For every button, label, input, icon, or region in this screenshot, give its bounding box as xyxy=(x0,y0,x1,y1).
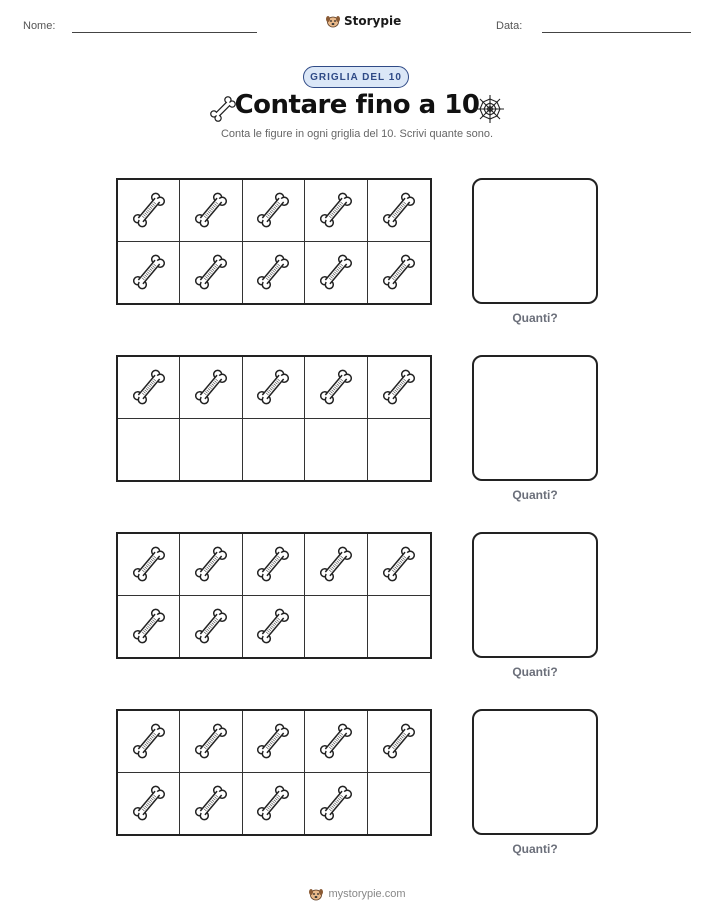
bone-icon xyxy=(127,542,171,586)
bone-icon xyxy=(377,250,421,294)
frame-cell xyxy=(180,773,242,835)
bone-icon xyxy=(189,719,233,763)
bone-icon xyxy=(127,781,171,825)
frame-cell xyxy=(305,419,367,481)
frame-cell xyxy=(118,242,180,304)
bone-icon xyxy=(314,250,358,294)
frame-cell xyxy=(118,534,180,596)
bone-icon xyxy=(314,781,358,825)
frame-cell xyxy=(368,773,430,835)
frame-cell xyxy=(180,711,242,773)
frame-cell xyxy=(180,534,242,596)
frame-cell xyxy=(368,357,430,419)
frame-cell xyxy=(243,773,305,835)
frame-cell xyxy=(243,419,305,481)
frame-cell xyxy=(368,419,430,481)
bone-icon xyxy=(127,188,171,232)
frame-cell xyxy=(180,419,242,481)
bone-icon xyxy=(377,365,421,409)
spiderweb-icon xyxy=(473,92,507,126)
frame-cell xyxy=(368,242,430,304)
answer-label: Quanti? xyxy=(512,665,558,679)
bone-icon xyxy=(251,542,295,586)
bone-icon xyxy=(251,781,295,825)
bone-icon xyxy=(314,365,358,409)
bone-icon xyxy=(189,250,233,294)
dog-mascot-icon xyxy=(308,886,324,902)
bone-icon xyxy=(189,542,233,586)
brand-logo xyxy=(325,13,401,29)
frame-cell xyxy=(305,773,367,835)
frame-cell xyxy=(118,180,180,242)
bone-icon xyxy=(189,781,233,825)
frame-cell xyxy=(118,711,180,773)
answer-box-3[interactable] xyxy=(472,532,598,658)
answer-label: Quanti? xyxy=(512,842,558,856)
bone-icon xyxy=(127,250,171,294)
title-row xyxy=(0,90,714,126)
date-label: Data: xyxy=(496,20,523,32)
frame-cell xyxy=(368,711,430,773)
bone-icon xyxy=(189,365,233,409)
frame-cell xyxy=(243,180,305,242)
ten-frame-2 xyxy=(116,355,432,482)
bone-icon xyxy=(251,604,295,648)
frame-cell xyxy=(118,357,180,419)
name-line xyxy=(72,32,257,33)
answer-box-1[interactable] xyxy=(472,178,598,304)
frame-cell xyxy=(305,711,367,773)
ten-frame-4 xyxy=(116,709,432,836)
frame-cell xyxy=(305,596,367,658)
frame-cell xyxy=(368,180,430,242)
frame-cell xyxy=(180,180,242,242)
bone-icon xyxy=(251,250,295,294)
frame-cell xyxy=(368,596,430,658)
bone-icon xyxy=(377,188,421,232)
bone-icon xyxy=(377,542,421,586)
frame-cell xyxy=(368,534,430,596)
name-label: Nome: xyxy=(23,20,56,32)
bone-icon xyxy=(377,719,421,763)
frame-cell xyxy=(180,596,242,658)
ten-frame-3 xyxy=(116,532,432,659)
bone-icon xyxy=(189,188,233,232)
bone-icon xyxy=(127,719,171,763)
frame-cell xyxy=(118,773,180,835)
bone-icon xyxy=(251,188,295,232)
frame-cell xyxy=(243,711,305,773)
bone-icon xyxy=(314,542,358,586)
bone-icon xyxy=(314,188,358,232)
bone-icon xyxy=(314,719,358,763)
frame-cell xyxy=(243,596,305,658)
frame-cell xyxy=(305,242,367,304)
dog-mascot-icon xyxy=(325,13,341,29)
bone-icon xyxy=(127,604,171,648)
frame-cell xyxy=(243,534,305,596)
answer-box-2[interactable] xyxy=(472,355,598,481)
instructions: Conta le figure in ogni griglia del 10. Scrivi quante sono. xyxy=(220,128,494,140)
date-line xyxy=(542,32,691,33)
ten-frame-1 xyxy=(116,178,432,305)
answer-label: Quanti? xyxy=(512,311,558,325)
bone-icon xyxy=(189,604,233,648)
frame-cell xyxy=(180,242,242,304)
footer-url: mystorypie.com xyxy=(328,888,406,900)
frame-cell xyxy=(118,596,180,658)
frame-cell xyxy=(305,180,367,242)
frame-cell xyxy=(305,534,367,596)
bone-icon xyxy=(127,365,171,409)
brand-name: Storypie xyxy=(344,14,402,28)
frame-cell xyxy=(180,357,242,419)
answer-box-4[interactable] xyxy=(472,709,598,835)
bone-icon xyxy=(251,719,295,763)
answer-label: Quanti? xyxy=(512,488,558,502)
page-title: Contare fino a 10 xyxy=(234,90,480,120)
frame-cell xyxy=(243,242,305,304)
bone-icon xyxy=(251,365,295,409)
section-badge: GRIGLIA DEL 10 xyxy=(303,66,409,88)
footer xyxy=(0,886,714,902)
frame-cell xyxy=(243,357,305,419)
frame-cell xyxy=(118,419,180,481)
frame-cell xyxy=(305,357,367,419)
